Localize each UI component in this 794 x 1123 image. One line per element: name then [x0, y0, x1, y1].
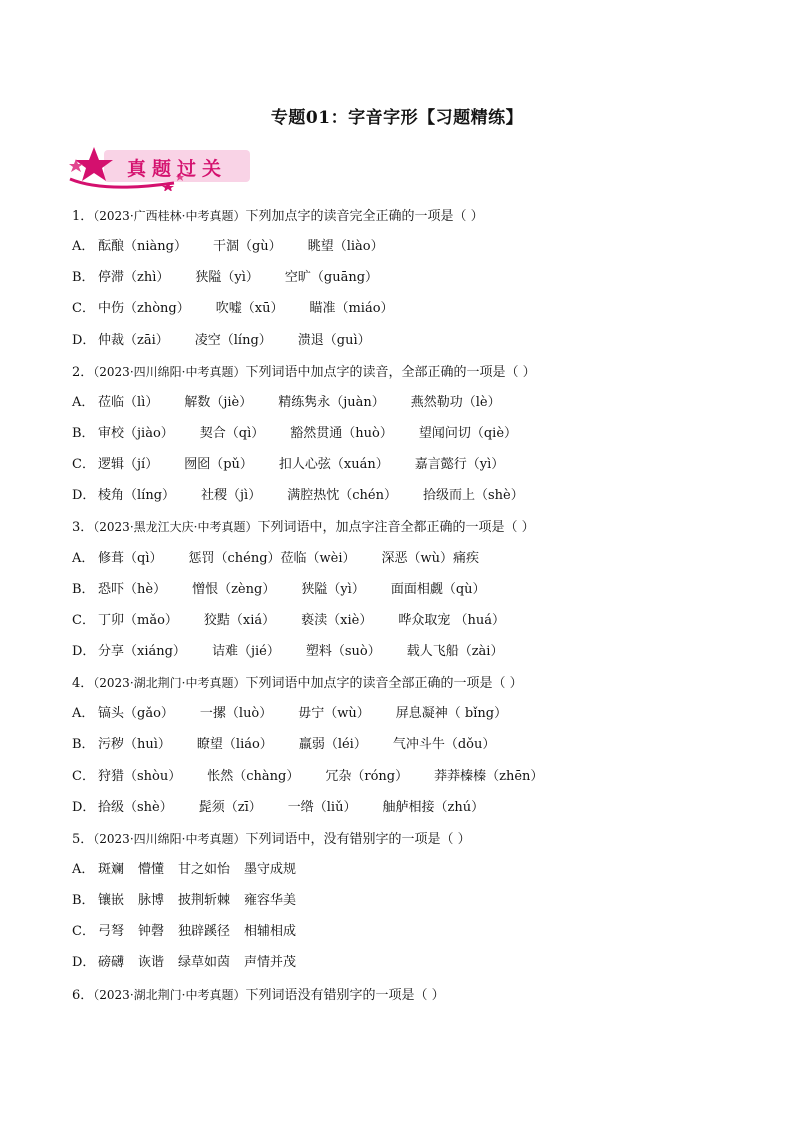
- option-item: 棱角（líng）: [98, 488, 176, 504]
- question-number: 4．: [72, 676, 94, 692]
- option-item: 冗杂（róng）: [325, 768, 409, 784]
- option-row: [72, 952, 732, 983]
- option-item: 斑斓: [98, 861, 125, 877]
- question-number: 2．: [72, 364, 94, 380]
- question-stem: [72, 672, 732, 703]
- question-source: （2023·广西桂林·中考真题）: [93, 209, 246, 223]
- option-item: 恐吓（hè）: [98, 581, 167, 597]
- option-item: 望闻问切（qiè）: [418, 425, 518, 441]
- option-item: 囫囵（pǔ）: [184, 457, 253, 473]
- option-item: 哗众取宠 （huá）: [398, 612, 505, 628]
- option-item: 亵渎（xiè）: [301, 612, 373, 628]
- question-stem: [72, 828, 732, 859]
- option-item: 羸弱（léi）: [298, 737, 367, 753]
- question-source: （2023·四川绵阳·中考真题）: [93, 364, 246, 379]
- option-item: 凌空（líng）: [194, 332, 272, 348]
- option-label: B．: [72, 893, 95, 909]
- option-item: 怅然（chàng）: [207, 768, 300, 784]
- option-row: [72, 548, 732, 579]
- option-label: A．: [72, 550, 95, 566]
- option-item: 诘难（jié）: [211, 643, 280, 659]
- option-item: 眺望（liào）: [307, 239, 384, 255]
- question-list: [72, 205, 732, 1015]
- option-row: [72, 890, 732, 921]
- question-text: 下列词语中，没有错别字的一项是（ ）: [245, 831, 471, 847]
- option-row: [72, 797, 732, 828]
- option-item: 停滞（zhì）: [98, 270, 170, 286]
- option-label: A．: [72, 394, 95, 410]
- option-item: 拾级（shè）: [98, 799, 173, 815]
- option-item: 精练隽永（juàn）: [278, 394, 385, 410]
- option-item: 豁然贯通（huò）: [290, 425, 393, 441]
- option-item: 仲裁（zāi）: [98, 332, 169, 348]
- question-text: 下列词语中加点字的读音，全部正确的一项是（ ）: [245, 364, 536, 380]
- option-item: 塑料（suò）: [305, 643, 381, 659]
- option-row: [72, 330, 732, 361]
- option-label: B．: [72, 737, 95, 753]
- option-row: [72, 641, 732, 672]
- question-number: 5．: [72, 831, 94, 847]
- option-item: 钟磬: [138, 924, 165, 940]
- question-source: （2023·湖北荆门·中考真题）: [93, 987, 246, 1002]
- option-item: 丁卯（mǎo）: [98, 612, 178, 628]
- question-number: 1．: [72, 209, 94, 224]
- option-row: [72, 610, 732, 641]
- option-item: 逻辑（jí）: [98, 457, 159, 473]
- option-item: 髭须（zī）: [198, 799, 262, 815]
- question-text: 下列加点字的读音完全正确的一项是（ ）: [245, 209, 484, 224]
- option-row: [72, 766, 732, 797]
- option-item: 惩罚（chéng）莅临（wèi）: [188, 550, 356, 566]
- option-item: 瞭望（liáo）: [196, 737, 273, 753]
- option-row: [72, 859, 732, 890]
- option-item: 燕然勒功（lè）: [410, 394, 501, 410]
- option-item: 气冲斗牛（dǒu）: [392, 737, 496, 753]
- option-row: [72, 236, 732, 267]
- option-label: D．: [72, 643, 96, 659]
- option-row: [72, 454, 732, 485]
- option-row: [72, 921, 732, 952]
- option-item: 面面相觑（qù）: [390, 581, 486, 597]
- option-item: 嘉言懿行（yì）: [414, 457, 505, 473]
- option-item: 诙谐: [138, 955, 165, 971]
- option-item: 雍容华美: [244, 893, 297, 909]
- option-item: 酝酿（niàng）: [98, 239, 187, 255]
- option-label: B．: [72, 581, 95, 597]
- question-stem: [72, 361, 732, 392]
- option-item: 吹嘘（xū）: [215, 301, 284, 317]
- option-item: 磅礴: [98, 955, 125, 971]
- option-item: 扣人心弦（xuán）: [278, 457, 389, 473]
- option-item: 中伤（zhòng）: [98, 301, 190, 317]
- option-row: [72, 703, 732, 734]
- option-item: 污秽（huì）: [98, 737, 171, 753]
- option-item: 甘之如怡: [178, 861, 231, 877]
- question-stem: [72, 205, 732, 236]
- question-source: （2023·湖北荆门·中考真题）: [93, 676, 246, 691]
- banner-label: 真题过关: [127, 158, 228, 180]
- option-item: 瞄准（miáo）: [309, 301, 394, 317]
- option-row: [72, 734, 732, 765]
- option-label: D．: [72, 955, 96, 971]
- option-item: 舳舻相接（zhú）: [382, 799, 485, 815]
- option-row: [72, 298, 732, 329]
- option-label: B．: [72, 270, 95, 286]
- option-label: C．: [72, 301, 95, 317]
- option-item: 社稷（jì）: [201, 488, 262, 504]
- option-item: 审校（jiào）: [98, 425, 174, 441]
- option-item: 一绺（liǔ）: [287, 799, 357, 815]
- question-stem: [72, 516, 732, 547]
- option-item: 弓弩: [98, 924, 125, 940]
- option-label: C．: [72, 924, 95, 940]
- option-label: C．: [72, 768, 95, 784]
- option-label: A．: [72, 861, 95, 877]
- option-item: 屏息凝神（ bǐng）: [395, 706, 508, 722]
- option-label: B．: [72, 425, 95, 441]
- option-label: C．: [72, 612, 95, 628]
- option-item: 莅临（lì）: [98, 394, 159, 410]
- option-label: A．: [72, 706, 95, 722]
- question-text: 下列词语中，加点字注音全都正确的一项是（ ）: [257, 520, 535, 536]
- option-item: 懵懂: [138, 861, 165, 877]
- option-item: 狭隘（yì）: [301, 581, 365, 597]
- option-label: C．: [72, 457, 95, 473]
- option-item: 绿草如茵: [178, 955, 231, 971]
- option-item: 狩猎（shòu）: [98, 768, 182, 784]
- option-item: 镐头（gǎo）: [98, 706, 174, 722]
- option-row: [72, 267, 732, 298]
- option-item: 拾级而上（shè）: [422, 488, 524, 504]
- option-item: 莽莽榛榛（zhēn）: [434, 768, 544, 784]
- question-text: 下列词语中加点字的读音全部正确的一项是（ ）: [245, 676, 523, 692]
- option-item: 溃退（guì）: [297, 332, 371, 348]
- option-row: [72, 392, 732, 423]
- option-item: 深恶（wù）痛疾: [381, 550, 480, 566]
- page-title: 专题01：字音字形【习题精练】: [270, 108, 524, 128]
- option-item: 憎恨（zèng）: [192, 581, 276, 597]
- option-item: 干涸（gù）: [212, 239, 282, 255]
- option-item: 空旷（guāng）: [284, 270, 379, 286]
- section-banner: [64, 145, 254, 191]
- option-item: 独辟蹊径: [178, 924, 231, 940]
- option-item: 相辅相成: [244, 924, 297, 940]
- option-item: 脉博: [138, 893, 165, 909]
- option-label: D．: [72, 799, 96, 815]
- option-item: 声情并茂: [244, 955, 297, 971]
- option-row: [72, 579, 732, 610]
- question-source: （2023·黑龙江大庆·中考真题）: [93, 520, 258, 535]
- option-item: 狡黠（xiá）: [203, 612, 276, 628]
- question-number: 3．: [72, 520, 94, 536]
- option-item: 解数（jiè）: [184, 394, 253, 410]
- option-label: D．: [72, 332, 96, 348]
- option-item: 狭隘（yì）: [195, 270, 259, 286]
- option-item: 披荆斩棘: [178, 893, 231, 909]
- option-item: 分享（xiáng）: [98, 643, 186, 659]
- option-label: A．: [72, 239, 95, 255]
- option-item: 一摞（luò）: [199, 706, 273, 722]
- option-label: D．: [72, 488, 96, 504]
- option-item: 墨守成规: [244, 861, 297, 877]
- question-number: 6．: [72, 987, 94, 1003]
- option-item: 契合（qì）: [199, 425, 265, 441]
- option-item: 满腔热忱（chén）: [287, 488, 397, 504]
- question-stem: [72, 984, 732, 1015]
- question-source: （2023·四川绵阳·中考真题）: [93, 831, 246, 846]
- option-item: 修葺（qì）: [98, 550, 163, 566]
- option-item: 镶嵌: [98, 893, 125, 909]
- option-row: [72, 423, 732, 454]
- option-item: 载人飞船（zài）: [406, 643, 504, 659]
- option-row: [72, 485, 732, 516]
- question-text: 下列词语没有错别字的一项是（ ）: [245, 987, 445, 1003]
- option-item: 毋宁（wù）: [298, 706, 370, 722]
